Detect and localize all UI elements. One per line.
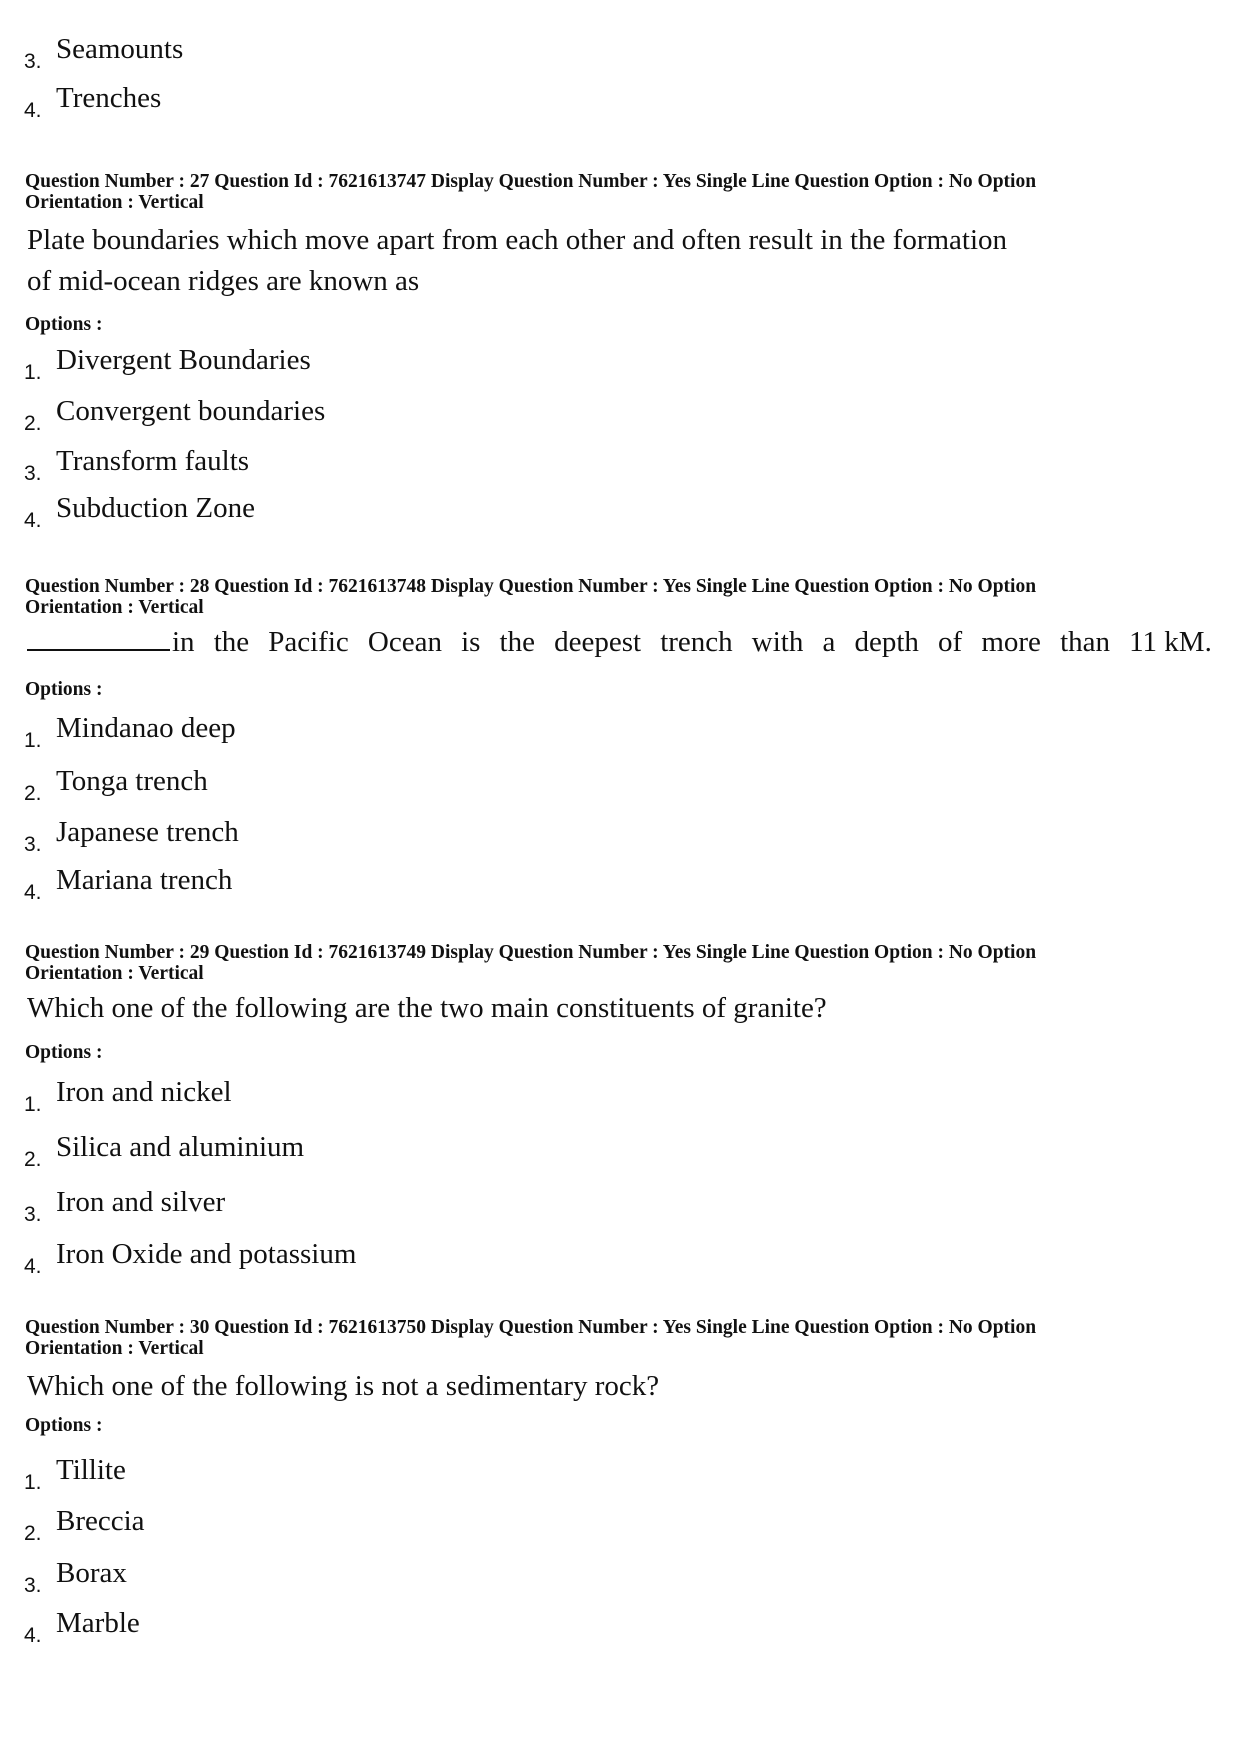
option-number: 3. — [24, 833, 42, 856]
question-meta — [25, 1317, 1175, 1359]
option-number: 2. — [24, 412, 42, 435]
question-word: depth — [854, 626, 919, 658]
question-meta-line: Question Number : 30 Question Id : 7621613750 Display Question Number : Yes Single Line Question Option : No Option — [25, 1317, 1037, 1338]
options-label: Options : — [25, 1415, 103, 1436]
option-number: 1. — [24, 361, 42, 384]
option-number: 4. — [24, 1255, 42, 1278]
option-text: Marble — [56, 1607, 140, 1639]
option-number: 2. — [24, 782, 42, 805]
option-text: Iron and silver — [56, 1186, 226, 1218]
option-text: Silica and aluminium — [56, 1131, 305, 1163]
question-word: deepest — [554, 626, 642, 658]
question-text-line: of mid-ocean ridges are known as — [27, 265, 420, 297]
question-meta-line: Question Number : 27 Question Id : 7621613747 Display Question Number : Yes Single Line Question Option : No Option — [25, 171, 1037, 192]
options-label: Options : — [25, 1042, 103, 1063]
option-number: 2. — [24, 1522, 42, 1545]
question-word: a — [822, 626, 836, 658]
option-text: Borax — [56, 1557, 127, 1589]
question-text-line: Which one of the following is not a sedimentary rock? — [27, 1370, 660, 1402]
question-meta — [25, 942, 1175, 984]
question-word: of — [938, 626, 963, 658]
question-text — [27, 622, 1212, 663]
option-text: Mariana trench — [56, 864, 233, 896]
question-text — [27, 220, 1007, 302]
question-meta-line: Orientation : Vertical — [25, 192, 204, 213]
option-text: Transform faults — [56, 445, 250, 477]
option-number: 4. — [24, 881, 42, 904]
question-word: in — [172, 626, 195, 658]
question-word: is — [461, 626, 481, 658]
option-number: 2. — [24, 1148, 42, 1171]
question-text-line: Which one of the following are the two main constituents of granite? — [27, 992, 827, 1024]
options-label: Options : — [25, 679, 103, 700]
option-text: Iron Oxide and potassium — [56, 1238, 357, 1270]
question-text — [27, 1366, 659, 1407]
options-label: Options : — [25, 314, 103, 335]
question-meta-line: Orientation : Vertical — [25, 963, 204, 984]
option-number: 1. — [24, 729, 42, 752]
option-number: 4. — [24, 509, 42, 532]
question-word: Pacific — [268, 626, 349, 658]
option-text: Mindanao deep — [56, 712, 236, 744]
question-word: than — [1060, 626, 1110, 658]
option-text: Iron and nickel — [56, 1076, 232, 1108]
option-text: Trenches — [56, 82, 162, 114]
option-text: Seamounts — [56, 33, 184, 65]
option-text: Divergent Boundaries — [56, 344, 311, 376]
option-text: Tillite — [56, 1454, 126, 1486]
option-text: Subduction Zone — [56, 492, 255, 524]
question-word: more — [981, 626, 1041, 658]
question-meta — [25, 171, 1175, 213]
fill-in-blank-group — [27, 622, 195, 663]
question-word: 11 kM. — [1129, 626, 1212, 658]
question-meta-line: Question Number : 29 Question Id : 7621613749 Display Question Number : Yes Single Line Question Option : No Option — [25, 942, 1037, 963]
question-meta-line: Orientation : Vertical — [25, 597, 204, 618]
option-number: 3. — [24, 1203, 42, 1226]
question-text-line: Plate boundaries which move apart from each other and often result in the formation — [27, 224, 1008, 256]
option-number: 3. — [24, 50, 42, 73]
question-word: the — [213, 626, 250, 658]
option-number: 1. — [24, 1093, 42, 1116]
question-word: with — [751, 626, 804, 658]
option-text: Japanese trench — [56, 816, 239, 848]
question-meta-line: Question Number : 28 Question Id : 7621613748 Display Question Number : Yes Single Line Question Option : No Option — [25, 576, 1037, 597]
option-number: 3. — [24, 1574, 42, 1597]
fill-in-blank — [27, 623, 170, 651]
question-meta-line: Orientation : Vertical — [25, 1338, 204, 1359]
option-number: 4. — [24, 99, 42, 122]
option-text: Convergent boundaries — [56, 395, 326, 427]
option-text: Tonga trench — [56, 765, 208, 797]
question-word: Ocean — [367, 626, 442, 658]
question-word: the — [499, 626, 535, 658]
question-meta — [25, 576, 1175, 618]
question-text — [27, 988, 827, 1029]
option-text: Breccia — [56, 1505, 145, 1537]
question-word: trench — [660, 626, 733, 658]
option-number: 1. — [24, 1471, 42, 1494]
option-number: 4. — [24, 1624, 42, 1647]
option-number: 3. — [24, 462, 42, 485]
